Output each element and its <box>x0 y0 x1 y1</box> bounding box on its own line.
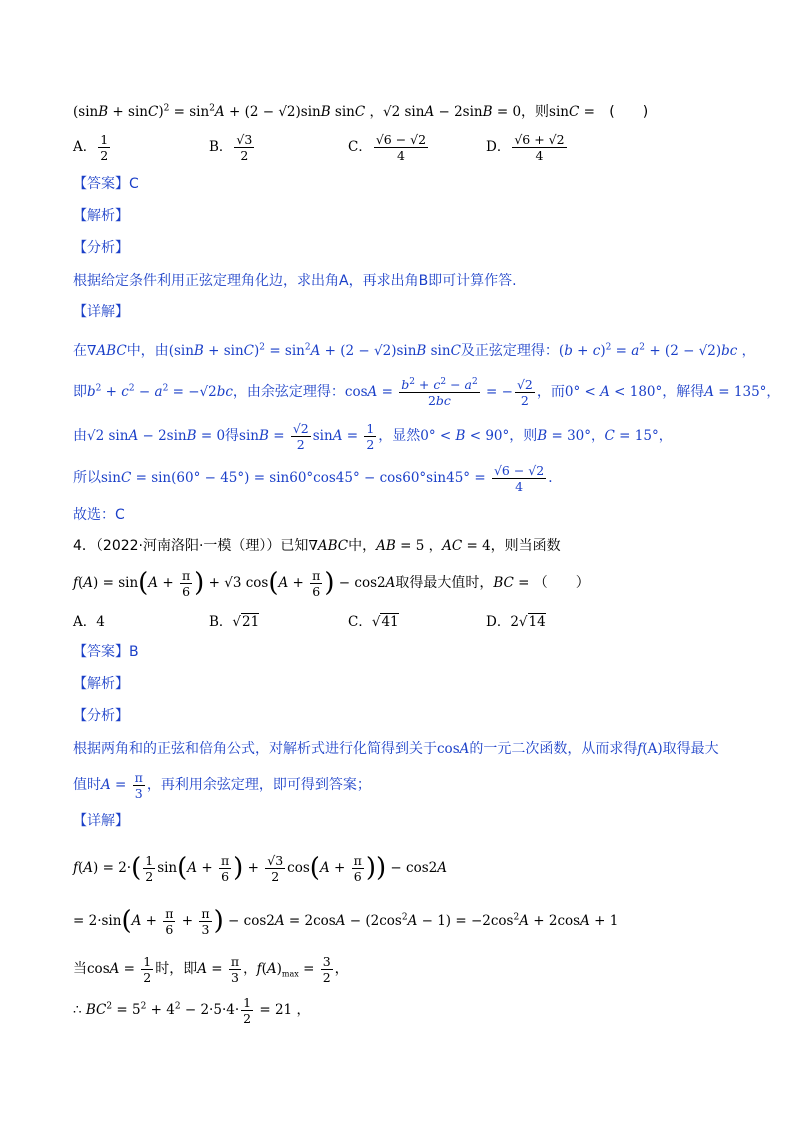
q3-detail-3: 由√2 sinA − 2sinB = 0得sinB = $\frac{√2}{2}$ sinA = $\frac{1}{2}$ ，显然0° < B < 90°，则B = 30°，C = 15°， <box>73 421 673 452</box>
q4-option-a: A．4 <box>73 614 105 630</box>
q3-detail-4: 所以sinC = sin(60° − 45°) = sin60°cos45° − cos60°sin45° = $\frac{√6 - √2}{4}$ . <box>73 463 553 494</box>
q4-option-d: D．2√14 <box>486 614 546 630</box>
q4-detail-2: = 2·sin(A + $\frac{\pi}{6}$ + $\frac{\pi}{3}$ ) − $\cos 2A = 2\cos A - (2\cos^2A - 1) = -2\cos^2A + 2\cos A + 1$ <box>73 905 619 937</box>
q4-option-b: B．√21 <box>209 614 260 630</box>
q3-guxuan: 故选：C <box>73 507 125 523</box>
q4-function: f(A) = sin(A + $\frac{\pi}{6}$ ) + √3 cos(A + $\frac{\pi}{6}$ ) − cos2A取得最大值时，BC = （ ） <box>73 567 590 599</box>
q4-fenxi-1: 根据两角和的正弦和倍角公式，对解析式进行化简得到关于cosA的一元二次函数，从而求得f(A)取得最大 <box>73 741 719 757</box>
q3-stem: $(\sin B + \sin C)^2 = \sin^2A + (2 - √2)\sin B$ sinC ，√2 sinA − 2sinB = 0，则sinC = ( ) <box>73 103 649 120</box>
q4-detail-4: ∴ $BC^2 = 5^2 + 4^2 - 2\cdot 5\cdot 4\cdot$ $\frac{1}{2}$ = 21 ， <box>73 995 310 1026</box>
q4-fenxi-tag: 【分析】 <box>73 708 129 724</box>
q3-fenxi-tag: 【分析】 <box>73 240 129 256</box>
q3-jiexi-tag: 【解析】 <box>73 208 129 224</box>
q4-xiangjie-tag: 【详解】 <box>73 813 129 829</box>
q4-answer: 【答案】B <box>73 644 139 660</box>
q4-fenxi-2: 值时A = $\frac{\pi}{3}$ ，再利用余弦定理，即可得到答案； <box>73 770 371 801</box>
q3-xiangjie-tag: 【详解】 <box>73 304 129 320</box>
q3-detail-1: 在∇ABC中，由$(\sin B + \sin C)^2 = \sin^2A + (2 - √2)\sin B$ sinC及正弦定理得：$(b + c)^2 = a^2 + (2 - √2)bc$ ， <box>73 342 756 359</box>
q3-fenxi-text: 根据给定条件利用正弦定理角化边，求出角A，再求出角B即可计算作答. <box>73 273 517 289</box>
q4-jiexi-tag: 【解析】 <box>73 676 129 692</box>
q3-option-d: D． $\frac{√6 + √2}{4}$ <box>486 132 565 163</box>
q3-answer: 【答案】C <box>73 176 139 192</box>
q3-option-c: C． $\frac{√6 - √2}{4}$ <box>348 132 427 163</box>
q3-detail-2: 即$b^2 + c^2 - a^2 = -√2bc$，由余弦定理得：cosA = $\frac{b^2 + c^2 - a^2}{2bc}$ = − $\frac{√2}{2}$ ，而0° < A < 180°，解得A = 135°， <box>73 376 780 408</box>
q4-option-c: C．√41 <box>348 614 399 630</box>
q4-header: 4．（2022·河南洛阳·一模（理））已知∇ABC中，AB = 5 ，AC = 4，则当函数 <box>73 538 561 554</box>
q4-detail-1: f(A) = 2·( $\frac{1}{2}$ sin(A + $\frac{\pi}{6}$ ) + $\frac{√3}{2}$ cos(A + $\frac{\pi}{6}$ )) − cos2A <box>73 852 447 884</box>
q3-option-b: B． $\frac{√3}{2}$ <box>209 132 253 163</box>
q3-option-a: A． $\frac{1}{2}$ <box>73 132 109 163</box>
q4-detail-3: 当cosA = $\frac{1}{2}$ 时，即A = $\frac{\pi}{3}$ ，$f(A)_{max}$ = $\frac{3}{2}$ ， <box>73 954 349 985</box>
